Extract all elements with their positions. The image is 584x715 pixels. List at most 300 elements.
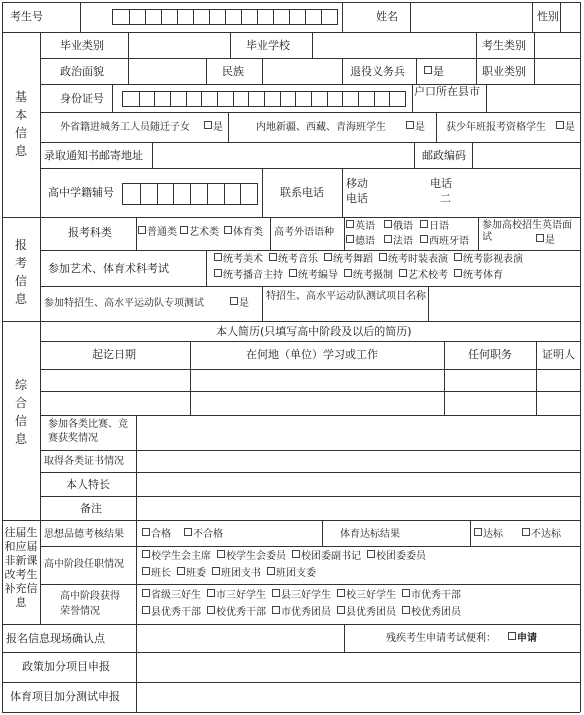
duty-option[interactable] xyxy=(217,551,286,562)
veteran-label: 退役义务兵 xyxy=(350,65,405,78)
lang-option[interactable] xyxy=(384,220,413,233)
hukou-label: 户口所在县市 xyxy=(414,85,480,98)
checkbox-icon xyxy=(142,567,150,575)
grid-line xyxy=(2,321,580,322)
veteran-option-label: 是 xyxy=(433,65,444,78)
juvenile-option[interactable] xyxy=(556,121,575,134)
grid-line xyxy=(40,250,580,251)
grid-line xyxy=(262,286,263,321)
duty-option-label: 班委 xyxy=(186,568,206,579)
art-option-label: 统考美术 xyxy=(223,254,263,265)
digit-cell-divider xyxy=(207,184,208,204)
checkbox-icon xyxy=(272,589,280,597)
digit-cell-divider xyxy=(129,10,130,24)
special-label: 参加特招生、高水平运动队专项测试 xyxy=(44,298,204,309)
digit-cell-divider xyxy=(186,92,187,106)
migrant-option-label: 是 xyxy=(213,122,223,133)
checkbox-icon xyxy=(454,253,462,261)
col-witness: 证明人 xyxy=(542,348,575,361)
exam-no-label: 考生号 xyxy=(10,10,43,23)
grid-line xyxy=(534,58,535,84)
digit-cell-divider xyxy=(280,92,281,106)
checkbox-icon xyxy=(177,567,185,575)
grad-type-field[interactable] xyxy=(129,33,229,57)
subject-option[interactable] xyxy=(180,226,219,239)
sports-option-label: 达标 xyxy=(483,529,503,540)
honor-options-row xyxy=(142,589,467,602)
digit-cell-divider xyxy=(177,10,178,24)
checkbox-icon xyxy=(420,235,428,243)
policy-field[interactable] xyxy=(137,653,579,681)
digit-cell-divider xyxy=(358,92,359,106)
ethnicity-label: 民族 xyxy=(222,65,244,78)
resume-row[interactable] xyxy=(41,370,579,390)
juvenile-option-label: 是 xyxy=(565,122,575,133)
duty-option[interactable] xyxy=(267,568,316,579)
digit-cell-divider xyxy=(305,10,306,24)
checkbox-icon xyxy=(142,606,150,614)
grid-line xyxy=(478,217,479,250)
lang-option-label: 西班牙语 xyxy=(429,236,469,247)
name-label: 姓名 xyxy=(376,10,398,23)
sports-option[interactable] xyxy=(522,528,561,541)
col-date: 起讫日期 xyxy=(92,348,136,361)
digit-cell-divider xyxy=(154,92,155,106)
checkbox-icon xyxy=(474,528,482,536)
digit-cell-divider xyxy=(257,10,258,24)
art-option-label: 统考播音主持 xyxy=(223,270,283,281)
lang-option[interactable] xyxy=(384,235,413,248)
awards-label: 参加各类比赛、竞赛获奖情况 xyxy=(48,419,128,444)
checkbox-icon xyxy=(204,121,212,129)
tel3-label: 二 xyxy=(440,192,451,205)
honor-option-label: 县优秀干部 xyxy=(151,607,201,618)
lang-option[interactable] xyxy=(346,235,375,248)
english-option[interactable] xyxy=(536,234,555,247)
section-graduate: 往届生和应届非新课改考生补充信息 xyxy=(4,526,38,609)
grid-line xyxy=(40,584,580,585)
honor-option-label: 市优秀干部 xyxy=(411,590,461,601)
lang-option-label: 英语 xyxy=(355,221,375,232)
mobile-label: 移动 xyxy=(346,177,368,190)
honor-option[interactable] xyxy=(272,590,331,601)
phone-label: 联系电话 xyxy=(280,186,324,199)
grid-line xyxy=(262,58,263,84)
digit-cell-divider xyxy=(327,92,328,106)
art-exam-label: 参加艺术、体育术科考试 xyxy=(48,262,169,275)
disabled-option[interactable] xyxy=(508,632,537,645)
checkbox-icon xyxy=(337,589,345,597)
honor-option-label: 校三好学生 xyxy=(346,590,396,601)
special-option-label: 是 xyxy=(239,298,249,309)
honor-option-label: 县三好学生 xyxy=(281,590,331,601)
digit-cell-divider xyxy=(233,92,234,106)
art-options-row xyxy=(214,269,509,282)
art-option[interactable] xyxy=(324,254,373,265)
digit-cell-divider xyxy=(190,184,191,204)
digit-cell-divider xyxy=(217,92,218,106)
digit-cell-divider xyxy=(248,92,249,106)
checkbox-icon xyxy=(324,253,332,261)
grid-line xyxy=(476,58,477,84)
checkbox-icon xyxy=(379,253,387,261)
art-options-row xyxy=(214,253,529,266)
grid-line xyxy=(342,58,343,84)
juvenile-label: 获少年班报考资格学生 xyxy=(446,122,546,133)
checkbox-icon xyxy=(367,550,375,558)
tel-label: 电话 xyxy=(430,177,452,190)
checkbox-icon xyxy=(420,220,428,228)
grid-line xyxy=(344,217,345,250)
honor-option-label: 校优秀干部 xyxy=(216,607,266,618)
confirm-field[interactable] xyxy=(137,625,343,651)
postcode-label: 邮政编码 xyxy=(422,149,466,162)
grid-line xyxy=(40,341,580,342)
checkbox-icon xyxy=(344,269,352,277)
grid-line xyxy=(136,217,137,250)
moral-option[interactable] xyxy=(142,528,171,541)
lang-option[interactable] xyxy=(346,220,375,233)
pe-label: 体育项目加分测试申报 xyxy=(10,690,120,703)
subject-option[interactable] xyxy=(138,226,177,239)
english-label: 参加高校招生英语面试 xyxy=(482,220,572,243)
checkbox-icon xyxy=(402,589,410,597)
checkbox-icon xyxy=(230,297,238,305)
checkbox-icon xyxy=(142,589,150,597)
checkbox-icon xyxy=(269,253,277,261)
certs-field[interactable] xyxy=(137,451,579,471)
checkbox-icon xyxy=(212,567,220,575)
checkbox-icon xyxy=(406,121,414,129)
grid-line xyxy=(470,520,471,546)
special-item-field[interactable] xyxy=(429,287,579,320)
digit-cell-divider xyxy=(295,92,296,106)
section-basic: 基本信息 xyxy=(14,90,27,158)
art-option[interactable] xyxy=(214,270,283,281)
digit-cell-divider xyxy=(145,10,146,24)
honor-option-label: 省级三好生 xyxy=(151,590,201,601)
art-option[interactable] xyxy=(399,270,448,281)
section-apply: 报考信息 xyxy=(14,238,27,306)
digit-cell-divider xyxy=(201,92,202,106)
checkbox-icon xyxy=(184,528,192,536)
section-general: 综合信息 xyxy=(14,378,27,446)
subject-option[interactable] xyxy=(224,226,263,239)
col-role: 任何职务 xyxy=(468,348,512,361)
honor-option-label: 市优秀团员 xyxy=(281,607,331,618)
checkbox-icon xyxy=(522,528,530,536)
grid-line xyxy=(532,2,533,32)
digit-cell-divider xyxy=(193,10,194,24)
checkbox-icon xyxy=(346,235,354,243)
digit-cell-divider xyxy=(289,10,290,24)
name-field[interactable] xyxy=(411,3,531,31)
grid-line xyxy=(40,546,580,547)
duty-option[interactable] xyxy=(142,551,211,562)
honor-option[interactable] xyxy=(402,607,461,618)
address-label: 录取通知书邮寄地址 xyxy=(44,149,143,162)
digit-cell-divider xyxy=(209,10,210,24)
moral-option[interactable] xyxy=(184,528,223,541)
checkbox-icon xyxy=(142,528,150,536)
checkbox-icon xyxy=(207,606,215,614)
honor-option[interactable] xyxy=(402,590,461,601)
checkbox-icon xyxy=(272,606,280,614)
art-option[interactable] xyxy=(454,270,503,281)
hukou-field[interactable] xyxy=(487,85,579,111)
digit-cell-divider xyxy=(140,184,141,204)
digit-cell-divider xyxy=(240,184,241,204)
checkbox-icon xyxy=(142,550,150,558)
art-option-label: 统考时装表演 xyxy=(388,254,448,265)
grid-line xyxy=(40,168,580,169)
grid-line xyxy=(436,112,437,142)
art-option-label: 艺术校考 xyxy=(408,270,448,281)
grid-line xyxy=(322,520,323,546)
grid-line xyxy=(2,32,580,33)
postcode-field[interactable] xyxy=(473,143,579,167)
confirm-label: 报名信息现场确认点 xyxy=(6,632,105,645)
honor-option-label: 校优秀团员 xyxy=(411,607,461,618)
checkbox-icon xyxy=(384,220,392,228)
checkbox-icon xyxy=(292,550,300,558)
political-label: 政治面貌 xyxy=(60,65,104,78)
student-type-field[interactable] xyxy=(535,33,579,57)
duty-label: 高中阶段任职情况 xyxy=(44,559,124,570)
honor-option[interactable] xyxy=(142,590,201,601)
subject-option-label: 体育类 xyxy=(233,227,263,238)
tel2-label: 电话 xyxy=(346,192,368,205)
grid-line xyxy=(270,217,271,250)
xinjiang-option[interactable] xyxy=(406,121,425,134)
grid-line xyxy=(344,624,345,652)
grid-line xyxy=(2,520,580,521)
checkbox-icon xyxy=(384,235,392,243)
digit-cell-divider xyxy=(161,10,162,24)
grid-line xyxy=(414,142,415,168)
english-option-label: 是 xyxy=(545,235,555,246)
talent-field[interactable] xyxy=(137,473,579,495)
digit-cell-divider xyxy=(157,184,158,204)
digit-cell-divider xyxy=(342,92,343,106)
awards-field[interactable] xyxy=(137,416,579,449)
digit-cell-divider xyxy=(173,184,174,204)
checkbox-icon xyxy=(217,550,225,558)
art-option-label: 统考影视表演 xyxy=(463,254,523,265)
duty-option-label: 校学生会委员 xyxy=(226,551,286,562)
digit-cell-divider xyxy=(389,92,390,106)
grid-line xyxy=(262,168,263,217)
grid-line xyxy=(412,84,413,112)
duty-option-label: 班长 xyxy=(151,568,171,579)
id-no-label: 身份证号 xyxy=(60,92,104,105)
lang-label: 高考外语语种 xyxy=(274,227,334,238)
checkbox-icon xyxy=(214,269,222,277)
checkbox-icon xyxy=(207,589,215,597)
art-option-label: 统考音乐 xyxy=(278,254,318,265)
digit-cell-divider xyxy=(224,184,225,204)
pe-field[interactable] xyxy=(137,683,579,711)
art-option[interactable] xyxy=(289,270,338,281)
disabled-label: 残疾考生申请考试便利： xyxy=(386,633,496,644)
hs-no-label: 高中学籍辅号 xyxy=(48,186,114,199)
xinjiang-option-label: 是 xyxy=(415,122,425,133)
duty-option[interactable] xyxy=(292,551,361,562)
honor-label: 高中阶段获得荣誉情况 xyxy=(60,591,120,617)
checkbox-icon xyxy=(346,220,354,228)
honor-option[interactable] xyxy=(337,590,396,601)
digit-cell-divider xyxy=(170,92,171,106)
checkbox-icon xyxy=(556,121,564,129)
lang-option-label: 法语 xyxy=(393,236,413,247)
lang-option-label: 德语 xyxy=(355,236,375,247)
moral-label: 思想品德考核结果 xyxy=(44,529,124,540)
duty-option-label: 班团支书 xyxy=(221,568,261,579)
art-option[interactable] xyxy=(269,254,318,265)
honor-option-label: 县优秀团员 xyxy=(346,607,396,618)
grid-line xyxy=(2,712,580,713)
sports-option[interactable] xyxy=(474,528,503,541)
art-option[interactable] xyxy=(344,270,393,281)
grid-line xyxy=(40,58,580,59)
checkbox-icon xyxy=(424,66,432,74)
duty-option-label: 校团委委员 xyxy=(376,551,426,562)
resume-row[interactable] xyxy=(41,392,579,414)
checkbox-icon xyxy=(224,226,232,234)
art-option[interactable] xyxy=(214,254,263,265)
grid-line xyxy=(580,2,581,712)
checkbox-icon xyxy=(536,234,544,242)
grid-line xyxy=(206,250,207,286)
grid-line xyxy=(228,112,229,142)
checkbox-icon xyxy=(337,606,345,614)
checkbox-icon xyxy=(508,632,516,640)
duty-option[interactable] xyxy=(367,551,426,562)
art-option[interactable] xyxy=(379,254,448,265)
grid-line xyxy=(2,217,580,218)
checkbox-icon xyxy=(399,269,407,277)
digit-cell-divider xyxy=(374,92,375,106)
remark-field[interactable] xyxy=(137,497,579,519)
art-option-label: 统考编导 xyxy=(298,270,338,281)
grid-line xyxy=(416,58,417,84)
digit-cell-divider xyxy=(139,92,140,106)
digit-cell-divider xyxy=(241,10,242,24)
honor-option[interactable] xyxy=(207,607,266,618)
exam-no-boxes[interactable] xyxy=(112,9,338,25)
subject-label: 报考科类 xyxy=(68,226,112,239)
migrant-option[interactable] xyxy=(204,121,223,134)
art-option[interactable] xyxy=(454,254,523,265)
grid-line xyxy=(40,32,41,624)
grad-school-label: 毕业学校 xyxy=(246,39,290,52)
talent-label: 本人特长 xyxy=(66,478,110,491)
certs-label: 取得各类证书情况 xyxy=(44,456,124,467)
art-option-label: 统考体育 xyxy=(463,270,503,281)
grid-line xyxy=(206,58,207,84)
grid-line xyxy=(80,2,81,32)
duty-option[interactable] xyxy=(212,568,261,579)
digit-cell-divider xyxy=(321,10,322,24)
disabled-option-label: 申请 xyxy=(517,633,537,644)
honor-option-label: 市三好学生 xyxy=(216,590,266,601)
digit-cell-divider xyxy=(264,92,265,106)
subject-option-label: 普通类 xyxy=(147,227,177,238)
policy-label: 政策加分项目申报 xyxy=(22,660,110,673)
migrant-label: 外省籍进城务工人员随迁子女 xyxy=(60,122,190,133)
remark-label: 备注 xyxy=(80,502,102,515)
gender-label: 性别 xyxy=(537,10,559,23)
moral-option-label: 合格 xyxy=(151,529,171,540)
grad-type-label: 毕业类别 xyxy=(60,39,104,52)
sports-label: 体育达标结果 xyxy=(340,529,400,540)
subject-option-label: 艺术类 xyxy=(189,227,219,238)
address-field[interactable] xyxy=(153,143,413,167)
resume-title: 本人简历(只填写高中阶段及以后的简历) xyxy=(216,325,412,338)
honor-option[interactable] xyxy=(337,607,396,618)
student-type-label: 考生类别 xyxy=(482,39,526,52)
checkbox-icon xyxy=(454,269,462,277)
checkbox-icon xyxy=(214,253,222,261)
gender-field[interactable] xyxy=(561,3,579,31)
grid-line xyxy=(476,32,477,58)
checkbox-icon xyxy=(267,567,275,575)
xinjiang-label: 内地新疆、西藏、青海班学生 xyxy=(256,122,386,133)
grid-line xyxy=(342,168,343,217)
checkbox-icon xyxy=(138,226,146,234)
occupation-label: 职业类别 xyxy=(482,65,526,78)
lang-option-label: 俄语 xyxy=(393,221,413,232)
duty-option[interactable] xyxy=(177,568,206,579)
duty-option[interactable] xyxy=(142,568,171,579)
duty-option-label: 校团委副书记 xyxy=(301,551,361,562)
honor-option[interactable] xyxy=(207,590,266,601)
duty-option-label: 校学生会主席 xyxy=(151,551,211,562)
honor-option[interactable] xyxy=(272,607,331,618)
grad-school-field[interactable] xyxy=(313,33,475,57)
grid-line xyxy=(112,84,113,112)
hs-no-boxes[interactable] xyxy=(122,183,258,205)
grid-line xyxy=(342,2,343,32)
duty-option-label: 班团支委 xyxy=(276,568,316,579)
special-option[interactable] xyxy=(230,297,249,310)
checkbox-icon xyxy=(180,226,188,234)
lang-option[interactable] xyxy=(420,235,469,248)
digit-cell-divider xyxy=(273,10,274,24)
duty-options-row xyxy=(142,550,432,563)
id-no-boxes[interactable] xyxy=(122,91,406,107)
grid-line xyxy=(230,32,231,58)
lang-option-label: 日语 xyxy=(429,221,449,232)
duty-options-row xyxy=(142,567,322,580)
sports-option-label: 不达标 xyxy=(531,529,561,540)
honor-options-row xyxy=(142,606,467,619)
checkbox-icon xyxy=(402,606,410,614)
honor-option[interactable] xyxy=(142,607,201,618)
digit-cell-divider xyxy=(311,92,312,106)
art-option-label: 统考舞蹈 xyxy=(333,254,373,265)
grid-line xyxy=(128,58,129,84)
special-item-label: 特招生、高水平运动队测试项目名称 xyxy=(266,291,426,302)
lang-option[interactable] xyxy=(420,220,449,233)
digit-cell-divider xyxy=(225,10,226,24)
moral-option-label: 不合格 xyxy=(193,529,223,540)
art-option-label: 统考摄制 xyxy=(353,270,393,281)
veteran-option[interactable] xyxy=(424,65,444,78)
grid-line xyxy=(136,520,137,624)
checkbox-icon xyxy=(289,269,297,277)
grid-line xyxy=(40,112,580,113)
